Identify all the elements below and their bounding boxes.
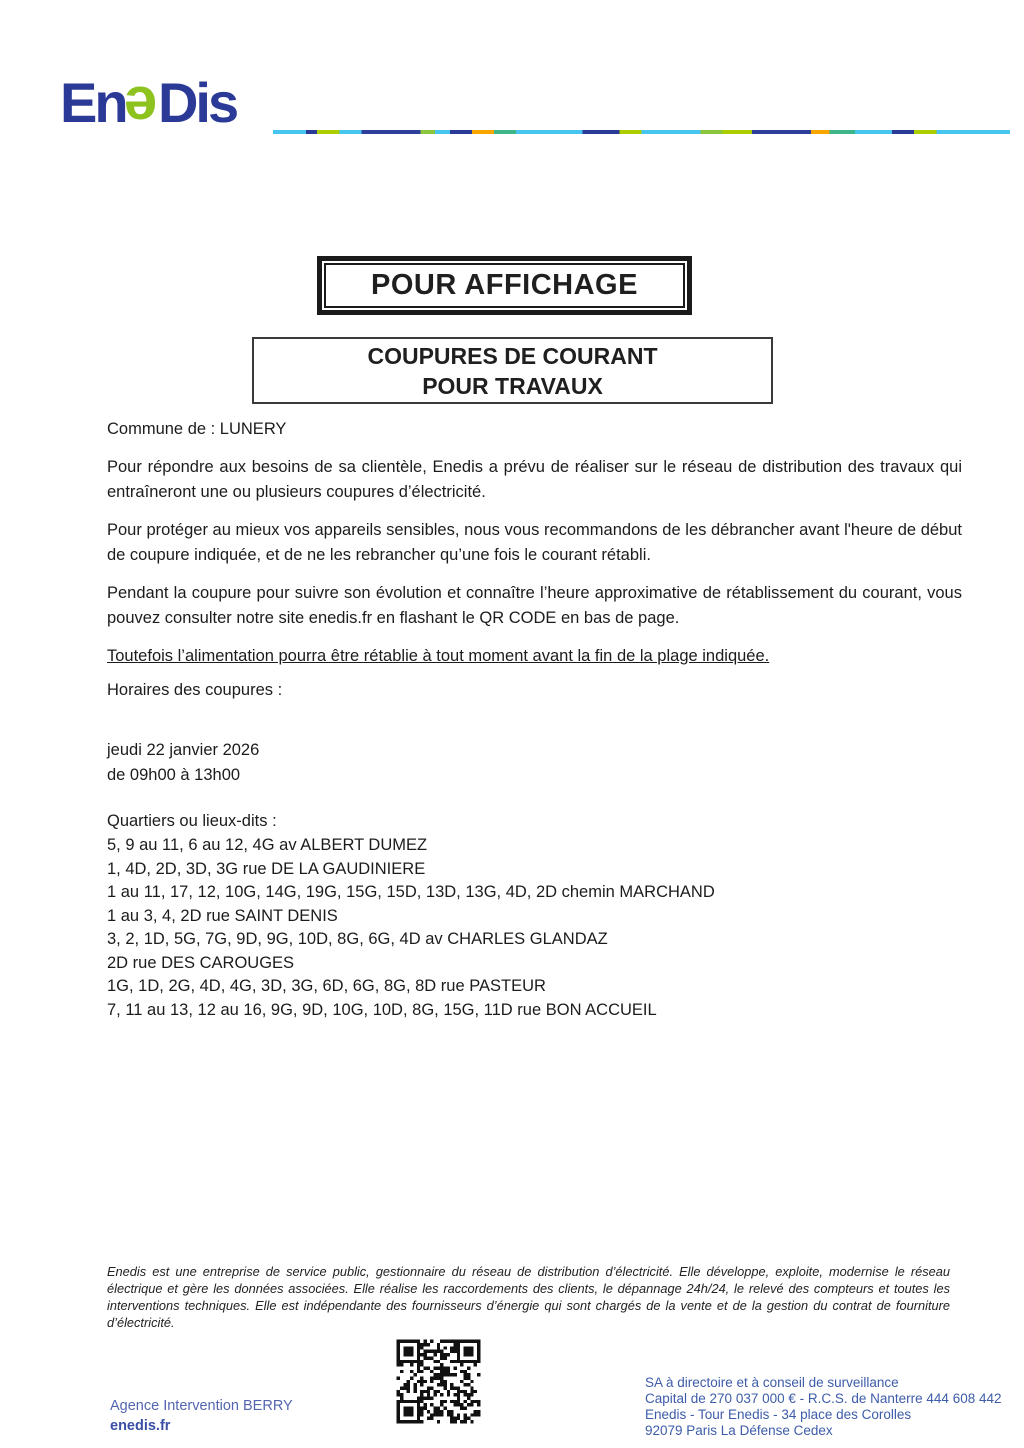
paragraph-suivi: Pendant la coupure pour suivre son évolution et connaître l’heure approximative de rétablissement du courant, vous pouvez consulter notre site enedis.fr en flashant le QR CODE en bas de page. bbox=[107, 584, 962, 627]
logo-decorative-line bbox=[273, 130, 1010, 134]
company-line: Capital de 270 037 000 € - R.C.S. de Nanterre 444 608 442 bbox=[645, 1391, 1002, 1406]
enedis-logo bbox=[60, 71, 237, 141]
paragraph-intro: Pour répondre aux besoins de sa clientèle, Enedis a prévu de réaliser sur le réseau de distribution des travaux qui entraîneront une ou plusieurs coupures d’électricité. bbox=[107, 458, 962, 501]
commune-line: Commune de : LUNERY bbox=[107, 420, 287, 438]
street-line: 5, 9 au 11, 6 au 12, 4G av ALBERT DUMEZ bbox=[107, 836, 428, 854]
street-line: 1G, 1D, 2G, 4D, 4G, 3D, 3G, 6D, 6G, 8G, 8D rue PASTEUR bbox=[107, 977, 546, 995]
paragraph-protection: Pour protéger au mieux vos appareils sensibles, nous vous recommandons de les débrancher avant l'heure de début de coupure indiquée, et de ne les rebrancher qu’une fois le courant rétabli. bbox=[107, 521, 962, 564]
street-line: 7, 11 au 13, 12 au 16, 9G, 9D, 10G, 10D, 8G, 15G, 11D rue BON ACCUEIL bbox=[107, 1000, 657, 1019]
coupures-title-line1: COUPURES DE COURANT bbox=[367, 342, 658, 369]
outage-schedule bbox=[107, 738, 962, 788]
notice-body bbox=[107, 417, 962, 1022]
logo-text-en: En bbox=[60, 71, 126, 134]
enedis-fr-text: enedis.fr bbox=[110, 1418, 171, 1434]
coupures-banner bbox=[252, 337, 773, 404]
street-line: 1, 4D, 2D, 3D, 3G rue DE LA GAUDINIERE bbox=[107, 859, 426, 878]
quartiers-label: Quartiers ou lieux-dits : bbox=[107, 812, 277, 830]
qr-code-icon bbox=[390, 1333, 487, 1430]
legal-footnote: Enedis est une entreprise de service public, gestionnaire du réseau de distribution d’électricité. Elle développe, exploite, modernise le réseau électrique et gère les données associées. Elle réalise les raccordements des clients, le dépannage 24h/24, le relevé des compteurs et toutes les interventions techniques. Elle est indépendante des fournisseurs d’énergie qui sont chargés de la vente et de la gestion du contrat de fourniture d’électricité. bbox=[107, 1264, 950, 1330]
company-legal-block bbox=[645, 1375, 1002, 1439]
company-line: 92079 Paris La Défense Cedex bbox=[645, 1423, 833, 1438]
streets-list bbox=[107, 834, 962, 1022]
street-line: 2D rue DES CAROUGES bbox=[107, 953, 295, 972]
horaires-label: Horaires des coupures : bbox=[107, 681, 283, 699]
logo-green-e: e bbox=[126, 74, 157, 141]
logo-text-dis: Dis bbox=[157, 71, 237, 134]
paragraph-toutefois: Toutefois l’alimentation pourra être rétablie à tout moment avant la fin de la plage indiquée. bbox=[107, 647, 770, 665]
street-line: 3, 2, 1D, 5G, 7G, 9D, 9G, 10D, 8G, 6G, 4D av CHARLES GLANDAZ bbox=[107, 930, 608, 948]
outage-date: jeudi 22 janvier 2026 bbox=[107, 741, 260, 759]
company-line: SA à directoire et à conseil de surveillance bbox=[645, 1375, 899, 1390]
pour-affichage-title: POUR AFFICHAGE bbox=[324, 263, 685, 308]
agency-block bbox=[110, 1396, 293, 1436]
pour-affichage-banner bbox=[317, 256, 692, 315]
street-line: 1 au 3, 4, 2D rue SAINT DENIS bbox=[107, 906, 338, 925]
agency-name: Agence Intervention BERRY bbox=[110, 1398, 293, 1414]
company-line: Enedis - Tour Enedis - 34 place des Corolles bbox=[645, 1407, 912, 1422]
street-line: 1 au 11, 17, 12, 10G, 14G, 19G, 15G, 15D, 13D, 13G, 4D, 2D chemin MARCHAND bbox=[107, 883, 715, 901]
outage-time: de 09h00 à 13h00 bbox=[107, 766, 241, 784]
coupures-title-line2: POUR TRAVAUX bbox=[422, 372, 603, 399]
